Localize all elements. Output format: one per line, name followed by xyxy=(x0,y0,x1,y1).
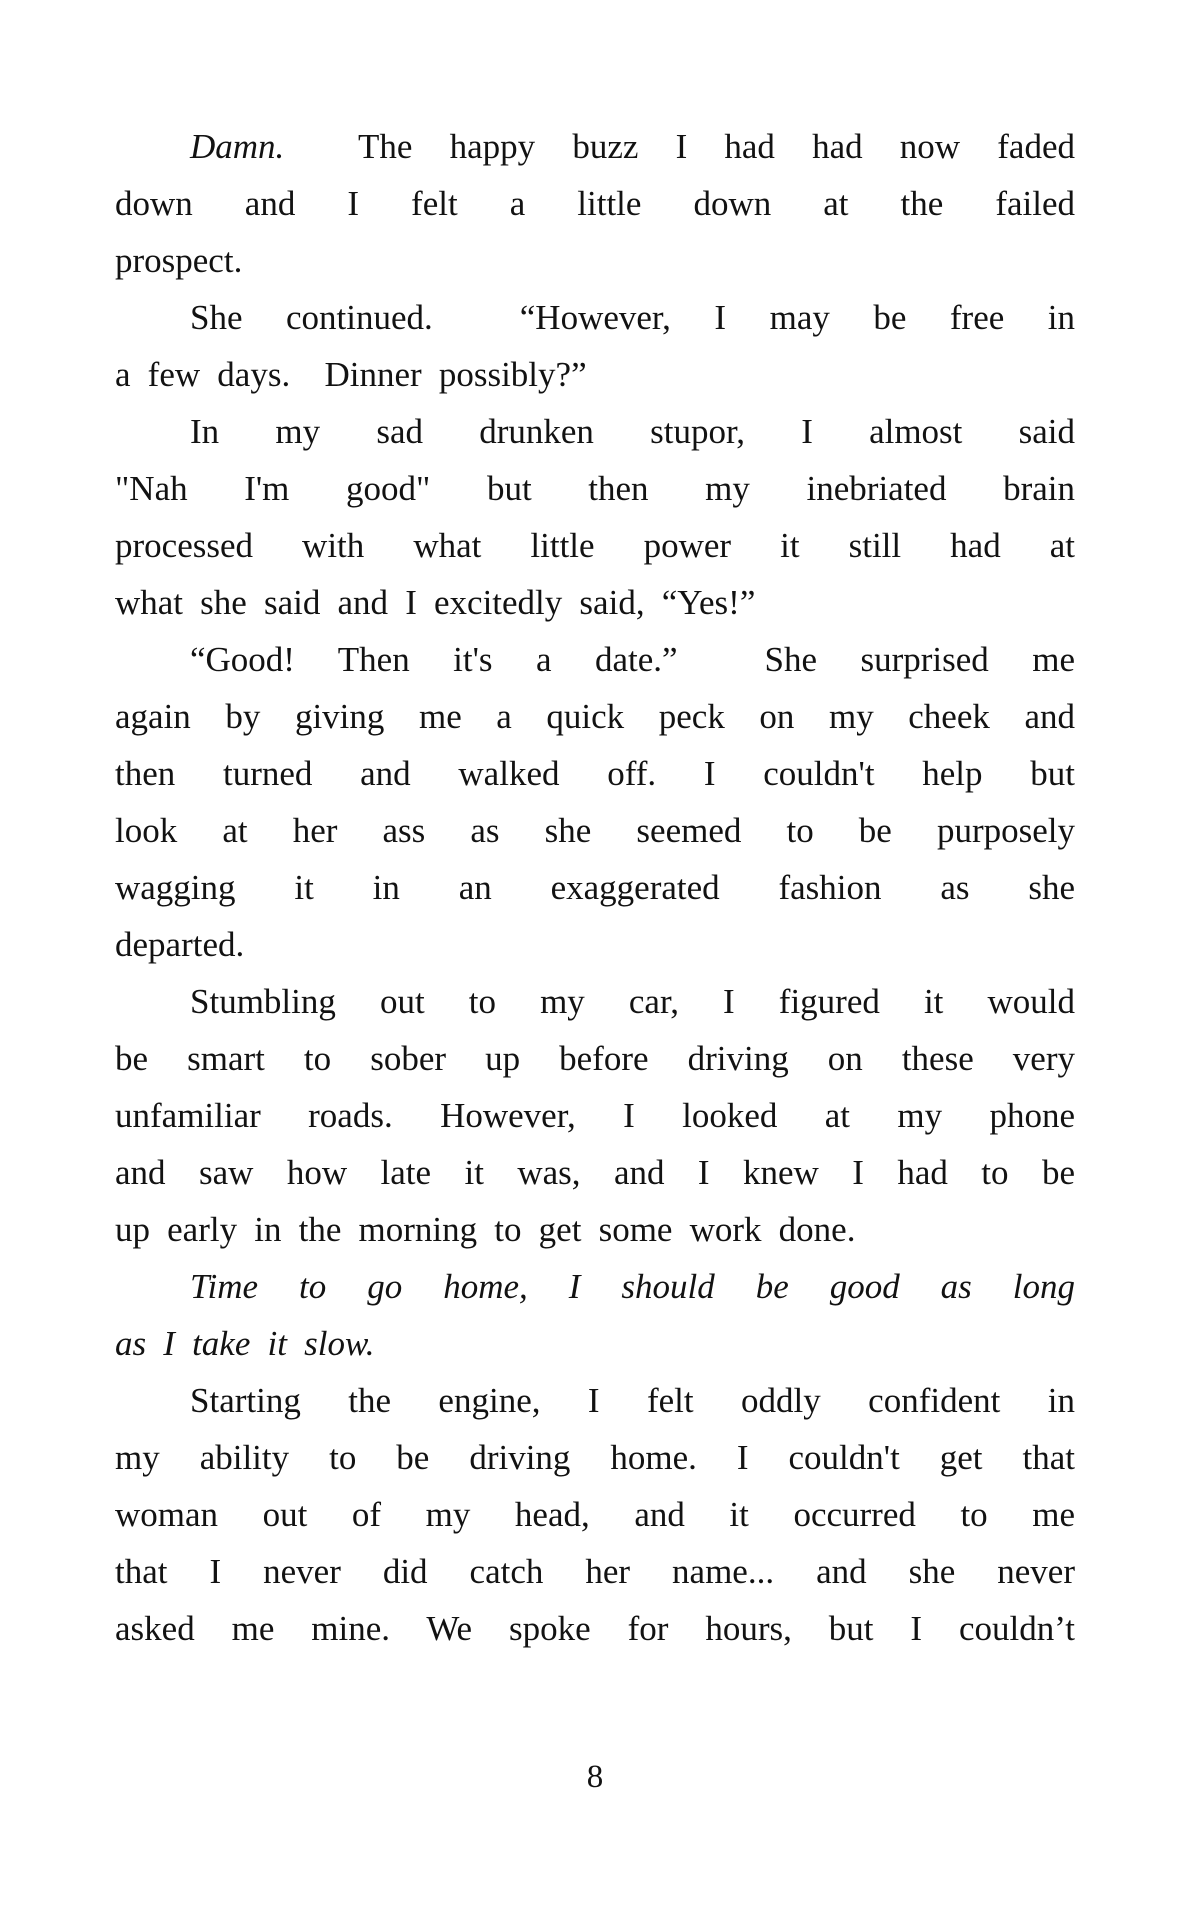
text-segment: In my sad drunken stupor, I almost said xyxy=(190,412,1075,451)
text-line xyxy=(115,1600,1075,1657)
text-line xyxy=(115,1258,1075,1315)
text-line xyxy=(115,118,1075,175)
text-segment: She continued. “However, I may be free in xyxy=(190,298,1075,337)
text-line xyxy=(115,1144,1075,1201)
italic-text-segment: Time to go home, I should be good as long xyxy=(190,1267,1075,1306)
text-segment: wagging it in an exaggerated fashion as she xyxy=(115,868,1075,907)
text-line xyxy=(115,745,1075,802)
text-line xyxy=(115,688,1075,745)
italic-text-segment: as I take it slow. xyxy=(115,1324,375,1363)
text-segment: woman out of my head, and it occurred to me xyxy=(115,1495,1075,1534)
text-line xyxy=(115,346,1075,403)
text-line xyxy=(115,802,1075,859)
text-block xyxy=(115,118,1075,1657)
text-line xyxy=(115,1030,1075,1087)
text-segment: “Good! Then it's a date.” She surprised me xyxy=(190,640,1075,679)
text-segment: processed with what little power it still had at xyxy=(115,526,1075,565)
text-segment: "Nah I'm good" but then my inebriated brain xyxy=(115,469,1075,508)
text-segment: what she said and I excitedly said, “Yes!” xyxy=(115,583,756,622)
text-segment: Stumbling out to my car, I figured it would xyxy=(190,982,1075,1021)
text-line xyxy=(115,574,1075,631)
text-line xyxy=(115,517,1075,574)
text-line xyxy=(115,916,1075,973)
text-line xyxy=(115,460,1075,517)
text-line xyxy=(115,1087,1075,1144)
text-line xyxy=(115,1543,1075,1600)
text-line xyxy=(115,973,1075,1030)
text-line xyxy=(115,403,1075,460)
text-line xyxy=(115,232,1075,289)
text-segment: be smart to sober up before driving on these very xyxy=(115,1039,1075,1078)
text-segment: asked me mine. We spoke for hours, but I couldn’t xyxy=(115,1609,1075,1648)
text-line xyxy=(115,1429,1075,1486)
text-line xyxy=(115,631,1075,688)
text-segment: unfamiliar roads. However, I looked at my phone xyxy=(115,1096,1075,1135)
text-line xyxy=(115,175,1075,232)
text-line xyxy=(115,859,1075,916)
text-line xyxy=(115,289,1075,346)
text-segment: again by giving me a quick peck on my cheek and xyxy=(115,697,1075,736)
text-segment: then turned and walked off. I couldn't help but xyxy=(115,754,1075,793)
text-segment: up early in the morning to get some work done. xyxy=(115,1210,856,1249)
text-line xyxy=(115,1315,1075,1372)
text-segment: my ability to be driving home. I couldn't get that xyxy=(115,1438,1075,1477)
italic-text-segment: Damn. xyxy=(190,127,285,166)
text-segment: The happy buzz I had had now faded xyxy=(284,127,1075,166)
text-segment: Starting the engine, I felt oddly confident in xyxy=(190,1381,1075,1420)
text-line xyxy=(115,1372,1075,1429)
text-segment: down and I felt a little down at the failed xyxy=(115,184,1075,223)
text-segment: departed. xyxy=(115,925,245,964)
text-line xyxy=(115,1201,1075,1258)
text-segment: a few days. Dinner possibly?” xyxy=(115,355,587,394)
text-segment: and saw how late it was, and I knew I had to be xyxy=(115,1153,1075,1192)
page-number: 8 xyxy=(586,1759,604,1795)
text-segment: prospect. xyxy=(115,241,243,280)
text-line xyxy=(115,1486,1075,1543)
text-segment: look at her ass as she seemed to be purposely xyxy=(115,811,1075,850)
text-segment: that I never did catch her name... and she never xyxy=(115,1552,1075,1591)
